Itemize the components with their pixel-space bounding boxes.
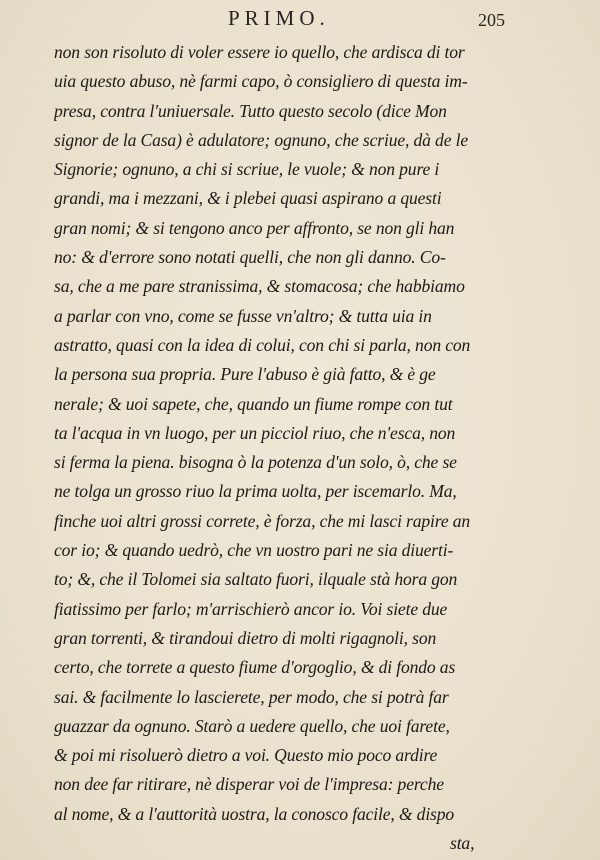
text-line: al nome, & a l'auttorità uostra, la conosco facile, & dispo <box>54 803 455 824</box>
text-line: uia questo abuso, nè farmi capo, ò consigliero di questa im- <box>54 71 468 92</box>
text-line: gran torrenti, & tirandoui dietro di molti rigagnoli, son <box>54 627 437 648</box>
text-line: la persona sua propria. Pure l'abuso è già fatto, & è ge <box>54 364 436 385</box>
text-line: astratto, quasi con la idea di colui, con chi si parla, non con <box>54 334 471 355</box>
text-line: cor io; & quando uedrò, che vn uostro pari ne sia diuerti- <box>54 540 454 561</box>
body-text <box>54 38 524 858</box>
text-line: certo, che torrete a questo fiume d'orgoglio, & di fondo as <box>54 657 456 678</box>
text-line-final: sta, <box>450 833 475 854</box>
text-line: non son risoluto di voler essere io quello, che ardisca di tor <box>54 42 465 62</box>
text-line: ta l'acqua in vn luogo, per un picciol riuo, che n'esca, non <box>54 422 456 443</box>
text-line: ne tolga un grosso riuo la prima uolta, per iscemarlo. Ma, <box>54 481 457 502</box>
text-line: a parlar con vno, come se fusse vn'altro; & tutta uia in <box>54 305 432 326</box>
text-line: sai. & facilmente lo lascierete, per modo, che si potrà far <box>54 686 449 707</box>
page-header <box>0 4 600 34</box>
text-line: sa, che a me pare stranissima, & stomacosa; che habbiamo <box>54 276 465 297</box>
text-line: si ferma la piena. bisogna ò la potenza d'un solo, ò, che se <box>54 452 457 473</box>
text-line: Signorie; ognuno, a chi si scriue, le vuole; & non pure i <box>54 159 440 180</box>
text-line: to; &, che il Tolomei sia saltato fuori, ilquale stà hora gon <box>54 569 458 590</box>
running-head: PRIMO. <box>228 6 330 30</box>
text-line: presa, contra l'uniuersale. Tutto questo secolo (dice Mon <box>54 100 447 121</box>
text-line: grandi, ma i mezzani, & i plebei quasi aspirano a questi <box>54 188 442 209</box>
text-line: fiatissimo per farlo; m'arrischierò ancor io. Voi siete due <box>54 598 448 619</box>
text-line: nerale; & uoi sapete, che, quando un fiume rompe con tut <box>54 393 453 414</box>
page-number: 205 <box>478 10 505 30</box>
text-line: signor de la Casa) è adulatore; ognuno, che scriue, dà de le <box>54 129 468 150</box>
text-line: & poi mi risoluerò dietro a voi. Questo mio poco ardire <box>54 745 438 766</box>
text-line: non dee far ritirare, nè disperar voi de l'impresa: perche <box>54 774 444 795</box>
text-line: finche uoi altri grossi correte, è forza, che mi lasci rapire an <box>54 510 471 531</box>
text-line: no: & d'errore sono notati quelli, che non gli danno. Co- <box>54 247 446 268</box>
text-line: guazzar da ognuno. Starò a uedere quello, che uoi farete, <box>54 715 450 736</box>
text-line: gran nomi; & si tengono anco per affronto, se non gli han <box>54 217 455 238</box>
